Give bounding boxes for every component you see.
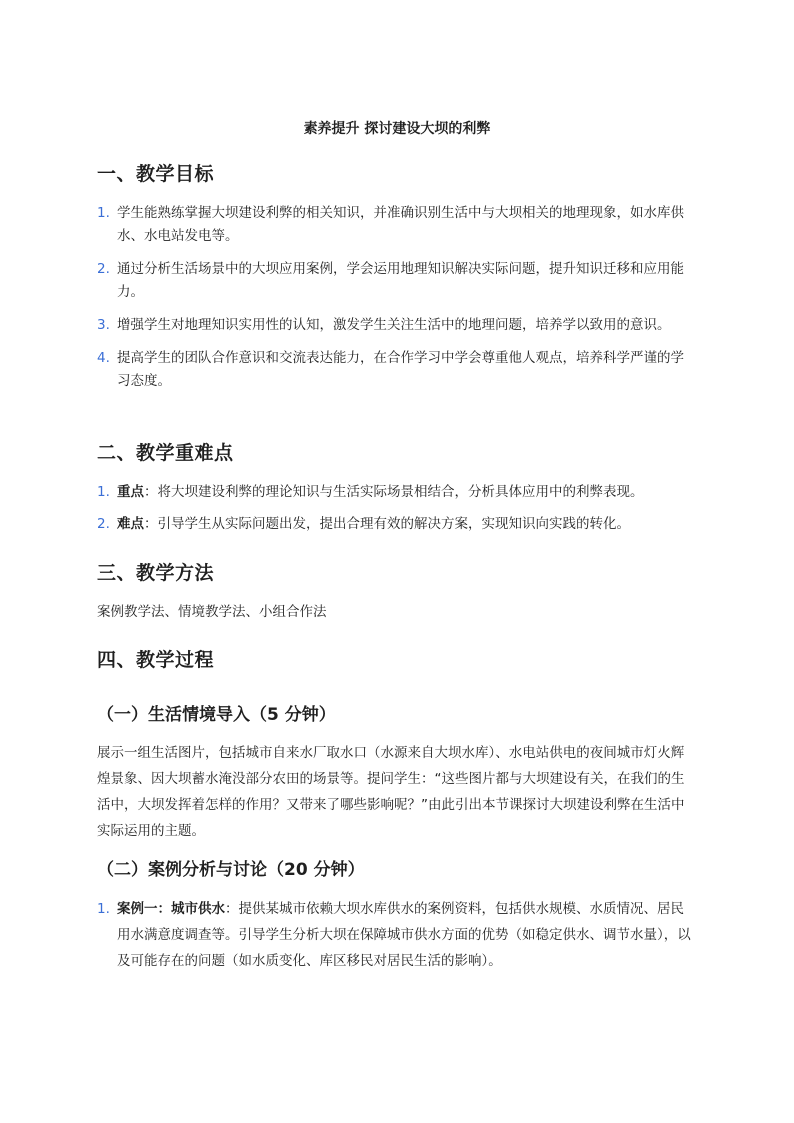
- list-text: 增强学生对地理知识实用性的认知，激发学生关注生活中的地理问题，培养学以致用的意识。: [117, 317, 671, 333]
- list-item: [97, 896, 697, 974]
- list-item: [97, 202, 697, 248]
- heading-keypoints: 二、教学重难点: [97, 442, 234, 464]
- case-list: [97, 896, 697, 984]
- list-text: 提高学生的团队合作意识和交流表达能力，在合作学习中学会尊重他人观点，培养科学严谨的学习态度。: [117, 350, 684, 389]
- list-label: 案例一：城市供水: [117, 901, 225, 917]
- list-text: 通过分析生活场景中的大坝应用案例，学会运用地理知识解决实际问题，提升知识迁移和应用能力。: [117, 261, 684, 300]
- list-item: [97, 481, 697, 504]
- keypoints-list: [97, 481, 697, 546]
- objectives-list: [97, 202, 697, 403]
- list-item: [97, 258, 697, 304]
- methods-text: 案例教学法、情境教学法、小组合作法: [97, 604, 327, 620]
- heading-methods: 三、教学方法: [97, 562, 215, 584]
- list-number: 1.: [97, 901, 110, 917]
- document-title: 素养提升 探讨建设大坝的利弊: [303, 121, 491, 137]
- list-number: 1.: [97, 205, 110, 221]
- heading-objectives: 一、教学目标: [97, 163, 215, 185]
- list-item: [97, 314, 697, 337]
- list-item: [97, 513, 697, 536]
- list-text: ：提供某城市依赖大坝水库供水的案例资料，包括供水规模、水质情况、居民用水满意度调查等。引导学生分析大坝在保障城市供水方面的优势（如稳定供水、调节水量），以及可能存在的问题（如水质变化、库区移民对居民生活的影响）。: [117, 901, 691, 969]
- list-text: 学生能熟练掌握大坝建设利弊的相关知识，并准确识别生活中与大坝相关的地理现象，如水库供水、水电站发电等。: [117, 205, 684, 244]
- list-text: ：将大坝建设利弊的理论知识与生活实际场景相结合，分析具体应用中的利弊表现。: [144, 484, 644, 500]
- list-label: 难点: [117, 516, 144, 532]
- subheading-situation-intro: （一）生活情境导入（5 分钟）: [97, 705, 336, 725]
- list-number: 2.: [97, 261, 110, 277]
- list-text: ：引导学生从实际问题出发，提出合理有效的解决方案，实现知识向实践的转化。: [144, 516, 630, 532]
- list-number: 4.: [97, 350, 110, 366]
- list-number: 1.: [97, 484, 110, 500]
- list-number: 3.: [97, 317, 110, 333]
- situation-intro-text: 展示一组生活图片，包括城市自来水厂取水口（水源来自大坝水库）、水电站供电的夜间城市灯火辉煌景象、因大坝蓄水淹没部分农田的场景等。提问学生：“这些图片都与大坝建设有关，在我们的生活中，大坝发挥着怎样的作用？又带来了哪些影响呢？”由此引出本节课探讨大坝建设利弊在生活中实际运用的主题。: [97, 745, 685, 839]
- subheading-case-analysis: （二）案例分析与讨论（20 分钟）: [97, 860, 365, 880]
- list-label: 重点: [117, 484, 144, 500]
- heading-process: 四、教学过程: [97, 649, 215, 671]
- list-number: 2.: [97, 516, 110, 532]
- list-item: [97, 347, 697, 393]
